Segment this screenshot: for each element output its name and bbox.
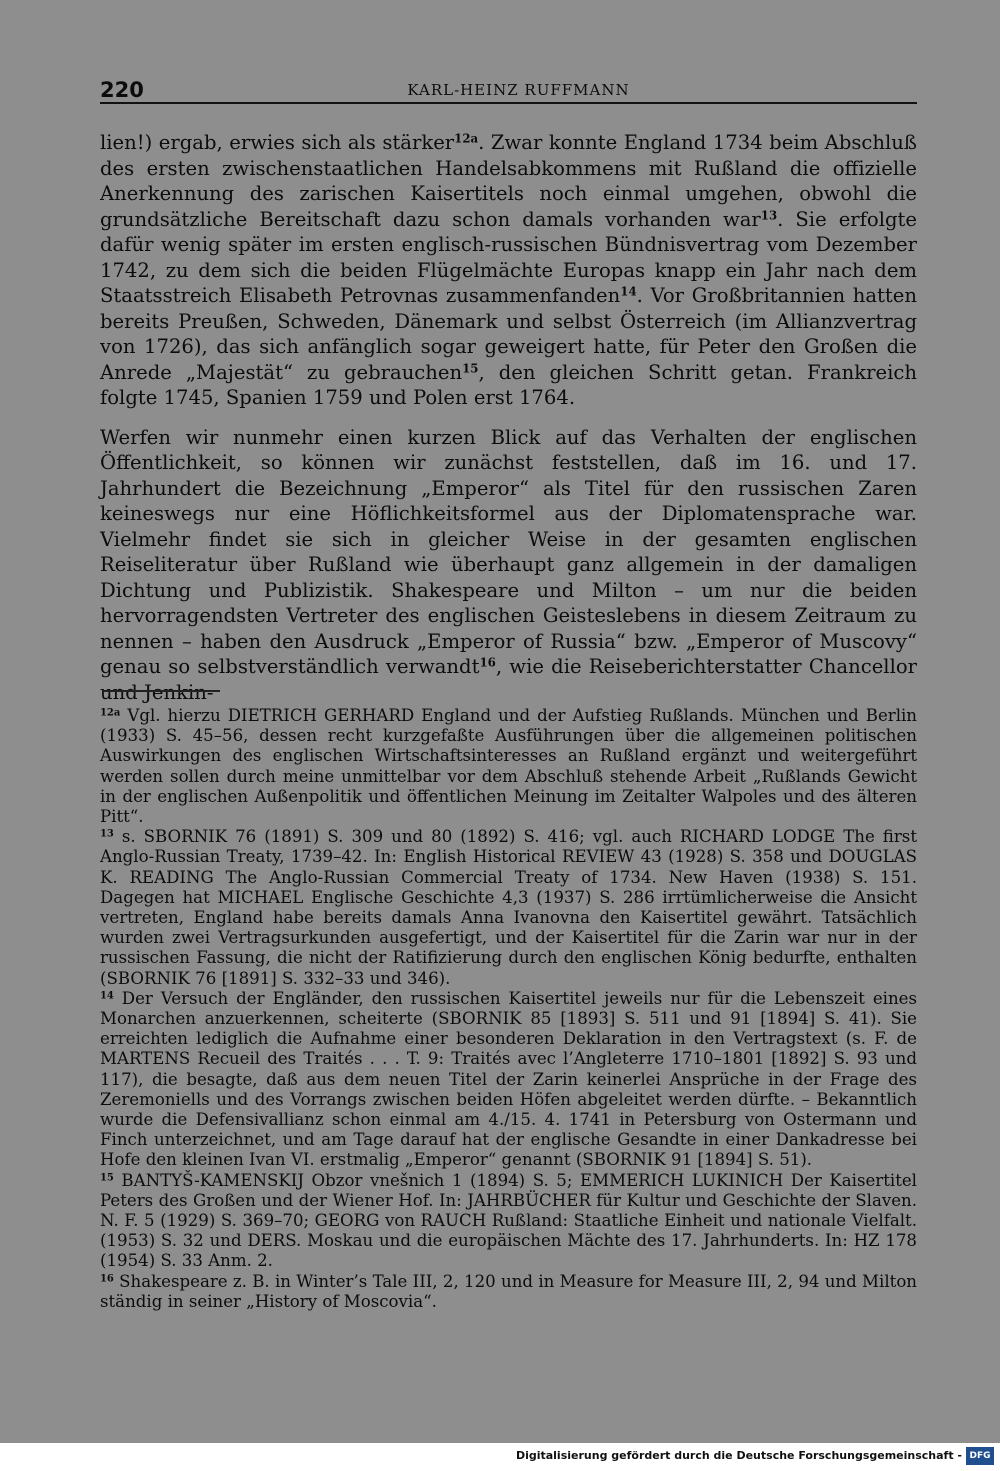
footnote-mark: 15: [100, 1172, 114, 1184]
body-text: [100, 130, 917, 719]
dfg-logo-icon: DFG: [966, 1447, 994, 1465]
text-run: , den gleichen Schritt getan. Frankreich folgte 1745, Spanien 1759 und Polen erst 1764.: [100, 360, 917, 409]
running-head: KARL-HEINZ RUFFMANN: [407, 81, 630, 99]
text-run: . Zwar konnte England 1734 beim Abschluß des ersten zwischenstaatlichen Handelsabkommens mit Rußland die offizielle Anerkennung des zarischen Kaisertitels noch einmal umgehen, obwohl die grundsätzliche Bereitschaft dazu schon damals vorhanden war: [100, 131, 917, 231]
text-run: , wie die Reiseberichterstatter Chancellor und Jenkin-: [100, 655, 917, 704]
footnotes: [100, 706, 917, 1312]
footnote-ref: 12a: [454, 131, 479, 146]
footnote-mark: 13: [100, 828, 114, 840]
page-header: [100, 76, 917, 104]
footnote-text: Shakespeare z. B. in Winter’s Tale III, 2, 120 und in Measure for Measure III, 2, 94 und Milton ständig in seiner „History of Moscovia“.: [100, 1271, 917, 1311]
text-run: . Vor Großbritannien hatten bereits Preußen, Schweden, Dänemark und selbst Österreich (im Allianzvertrag von 1726), das sich anfänglich sogar geweigert hatte, für Peter den Großen die Anrede „Majestät“ zu gebrauchen: [100, 284, 918, 384]
footnote-mark: 16: [100, 1273, 114, 1285]
footnote-text: s. SBORNIK 76 (1891) S. 309 und 80 (1892) S. 416; vgl. auch RICHARD LODGE The first Anglo-Russian Treaty, 1739–42. In: English Historical REVIEW 43 (1928) S. 358 und DOUGLAS K. READING The Anglo-Russian Commercial Treaty of 1734. New Haven (1938) S. 151. Dagegen hat MICHAEL Englische Geschichte 4,3 (1937) S. 286 irrtümlicherweise die Ansicht vertreten, England habe bereits damals Anna Ivanovna den Kaisertitel gewährt. Tatsächlich wurden zwei Vertragsurkunden ausgefertigt, und der Kaisertitel für die Zarin war nur in der russischen Fassung, die nicht der Ratifizierung durch den englischen König bedurfte, enthalten (SBORNIK 76 [1891] S. 332–33 und 346).: [100, 827, 917, 988]
footnote-text: Vgl. hierzu DIETRICH GERHARD England und der Aufstieg Rußlands. München und Berlin (1933) S. 45–56, dessen recht kurzgefaßte Ausführungen über die allgemeinen politischen Auswirkungen des englischen Wirtschaftsinteresses an Rußland ergänzt und weitergeführt werden sollen durch meine unmittelbar vor dem Abschluß stehende Arbeit „Rußlands Gewicht in der englischen Außenpolitik und öffentlichen Meinung im Zeitalter Walpoles und des älteren Pitt“.: [100, 706, 917, 827]
footnote-ref: 15: [462, 361, 479, 376]
footnote-13: [100, 827, 917, 989]
footnote-14: [100, 989, 917, 1171]
text-run: Werfen wir nunmehr einen kurzen Blick auf das Verhalten der englischen Öffentlichkeit, so können wir zunächst feststellen, daß im 16. und 17. Jahrhundert die Bezeichnung „Emperor“ als Titel für den russischen Zaren keineswegs nur eine Höflichkeitsformel aus der Diplomatensprache war. Vielmehr findet sie sich in gleicher Weise in der gesamten englischen Reiseliteratur über Rußland wie überhaupt ganz allgemein in der damaligen Dichtung und Publizistik. Shakespeare und Milton – um nur die beiden hervorragendsten Vertreter des englischen Geisteslebens in diesem Zeitraum zu nennen – haben den Ausdruck „Emperor of Russia“ bzw. „Emperor of Muscovy“ genau so selbstverständlich verwandt: [100, 425, 917, 678]
footnote-mark: 14: [100, 990, 114, 1002]
digitization-footer: [0, 1443, 1000, 1471]
footnote-16: [100, 1272, 917, 1312]
page-number: 220: [100, 78, 144, 102]
footnote-ref: 16: [479, 655, 496, 670]
footnote-ref: 13: [760, 208, 778, 223]
footnote-ref: 14: [620, 284, 637, 299]
paragraph-1: [100, 130, 917, 411]
footnote-mark: 12a: [100, 707, 121, 719]
text-run: lien!) ergab, erwies sich als stärker: [100, 131, 455, 154]
text-run: . Sie erfolgte dafür wenig später im ersten englisch-russischen Bündnisvertrag vom Dezember 1742, zu dem sich die beiden Flügelmächte Europas knapp ein Jahr nach dem Staatsstreich Elisabeth Petrovnas zusammenfanden: [100, 207, 917, 307]
funding-note: Digitalisierung gefördert durch die Deutsche Forschungsgemeinschaft -: [515, 1449, 962, 1462]
paragraph-2: [100, 425, 917, 706]
footnote-text: Der Versuch der Engländer, den russischen Kaisertitel jeweils nur für die Lebenszeit eines Monarchen anzuerkennen, scheiterte (SBORNIK 85 [1893] S. 511 und 91 [1894] S. 41). Sie erreichten lediglich die Aufnahme einer besonderen Deklaration in den Vertragstext (s. F. de MARTENS Recueil des Traités . . . T. 9: Traités avec l’Angleterre 1710–1801 [1892] S. 93 und 117), die besagte, daß aus dem neuen Titel der Zarin keinerlei Ansprüche in der Frage des Zeremoniells und des Vorrangs zwischen beiden Höfen abgeleitet werden dürfte. – Bekanntlich wurde die Defensivallianz schon einmal am 4./15. 4. 1741 in Petersburg von Ostermann und Finch unterzeichnet, und am Tage darauf hat der englische Gesandte in einer Dankadresse bei Hofe den kleinen Ivan VI. erstmalig „Emperor“ genannt (SBORNIK 91 [1894] S. 51).: [100, 988, 917, 1170]
footnote-12a: [100, 706, 917, 827]
footnote-15: [100, 1171, 917, 1272]
footnote-divider: [104, 690, 220, 692]
footnote-text: BANTYŠ-KAMENSKIJ Obzor vnešnich 1 (1894) S. 5; EMMERICH LUKINICH Der Kaisertitel Peters des Großen und der Wiener Hof. In: JAHRBÜCHER für Kultur und Geschichte der Slaven. N. F. 5 (1929) S. 369–70; GEORG von RAUCH Rußland: Staatliche Einheit und nationale Vielfalt. (1953) S. 32 und DERS. Moskau und die europäischen Mächte des 17. Jahrhunderts. In: HZ 178 (1954) S. 33 Anm. 2.: [100, 1170, 917, 1271]
